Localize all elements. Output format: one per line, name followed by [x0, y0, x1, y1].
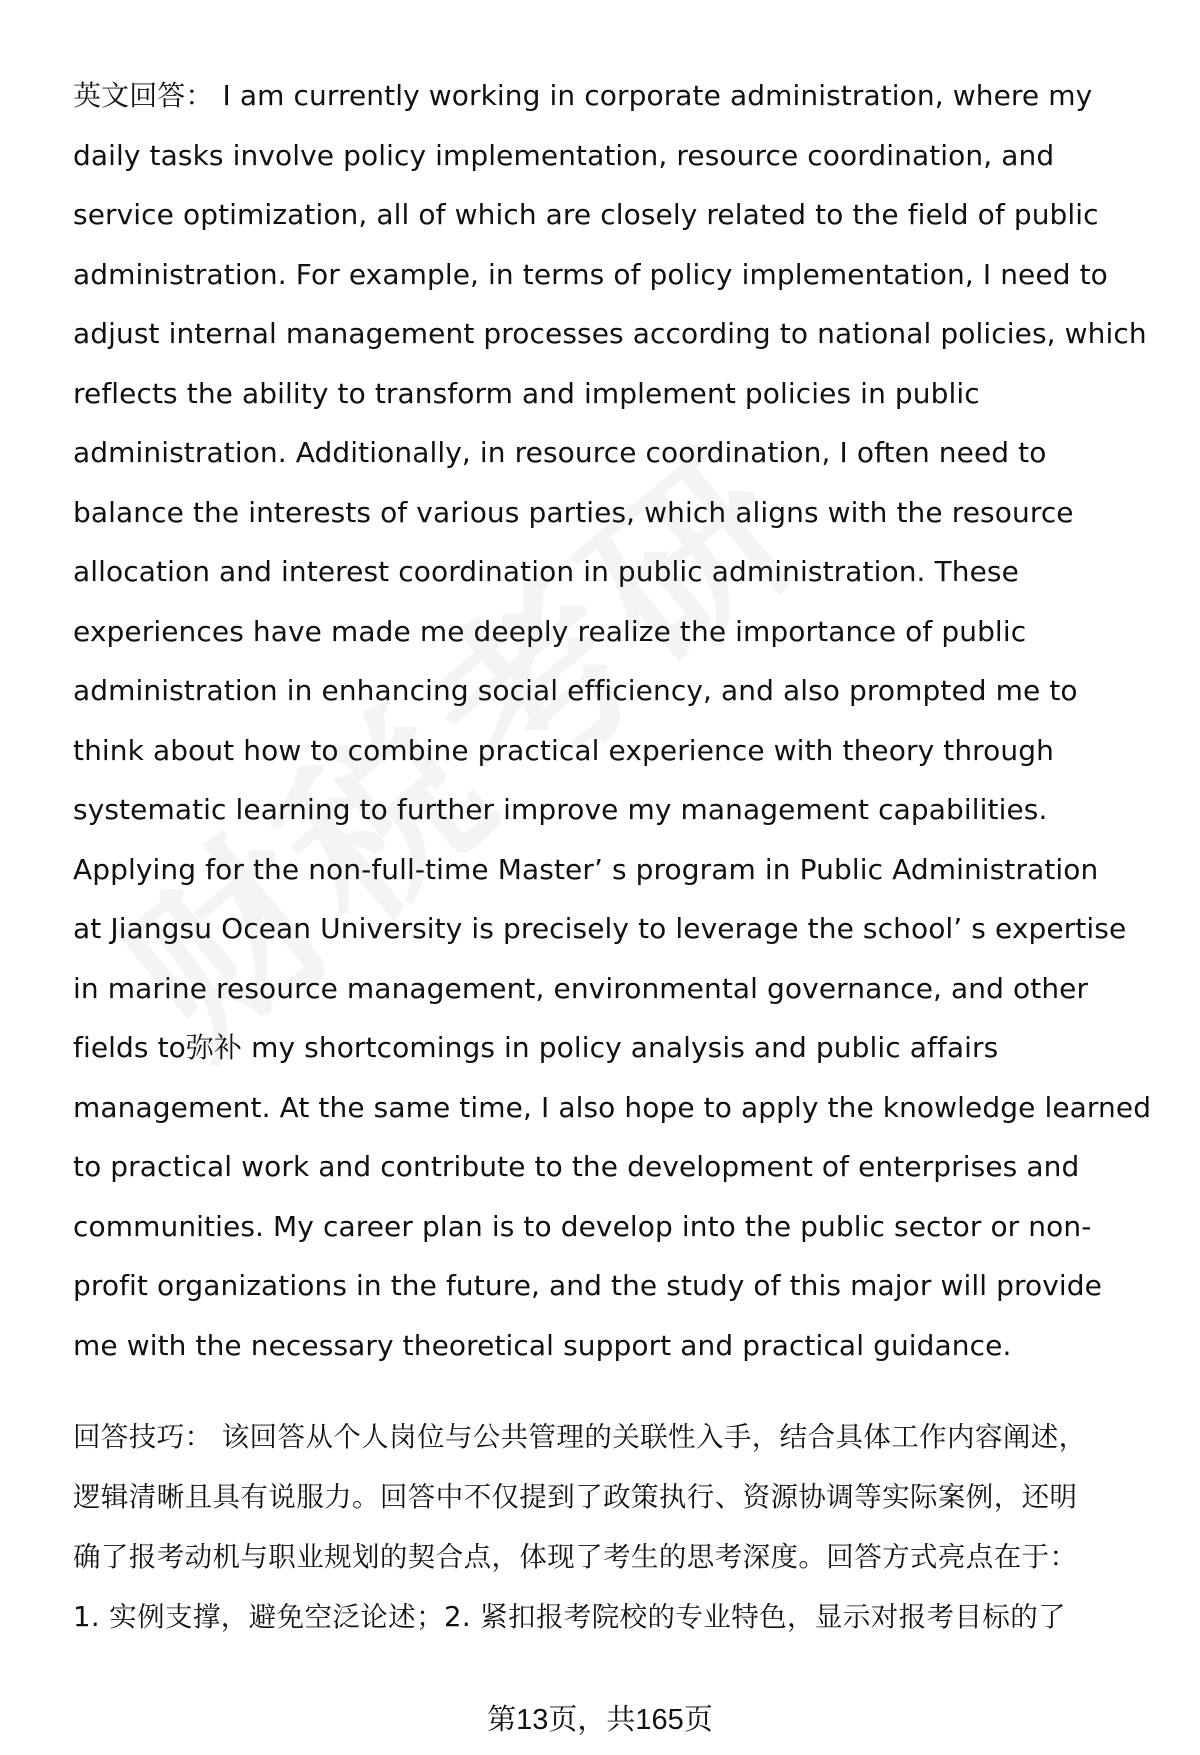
text-line: service optimization, all of which are closely related to the field of public [73, 198, 1099, 231]
text-line: reflects the ability to transform and implement policies in public [73, 376, 980, 410]
text-line: administration in enhancing social efficiency, and also prompted me to [73, 674, 1078, 707]
text-line: 逻辑清晰且具有说服力。回答中不仅提到了政策执行、资源协调等实际案例，还明 [73, 1481, 1078, 1513]
text-line [73, 66, 1153, 126]
text-line: 确了报考动机与职业规划的契合点，体现了考生的思考深度。回答方式亮点在于： [73, 1541, 1078, 1573]
text-line: administration. For example, in terms of policy implementation, I need to [73, 257, 1108, 291]
text-line: in marine resource management, environmental governance, and other [73, 971, 1089, 1005]
text-line: management. At the same time, I also hope to apply the knowledge learned [73, 1090, 1152, 1124]
text-line: think about how to combine practical experience with theory through [73, 733, 1054, 767]
answer-tips-section [73, 1407, 1153, 1647]
text-line: balance the interests of various parties, which aligns with the resource [73, 495, 1074, 529]
text-line: communities. My career plan is to develop into the public sector or non- [73, 1209, 1092, 1243]
text-line: me with the necessary theoretical support and practical guidance. [73, 1328, 1012, 1362]
page-indicator: 第13页，共165页 [487, 1704, 713, 1736]
answer-tips-label: 回答技巧： [73, 1421, 213, 1453]
english-answer-label: 英文回答： [73, 79, 214, 112]
text-line: allocation and interest coordination in public administration. These [73, 555, 1019, 588]
text-line: Applying for the non-full-time Master’ s program in Public Administration [73, 852, 1099, 886]
text-line: adjust internal management processes according to national policies, which [73, 317, 1147, 350]
text-line: profit organizations in the future, and the study of this major will provide [73, 1269, 1102, 1302]
text-line: 1. 实例支撑，避免空泛论述；2. 紧扣报考院校的专业特色，显示对报考目标的了 [73, 1601, 1067, 1633]
answer-tips-text: 该回答从个人岗位与公共管理的关联性入手，结合具体工作内容阐述， [212, 1421, 1087, 1453]
text-line: systematic learning to further improve my management capabilities. [73, 793, 1048, 826]
english-answer-text: I am currently working in corporate administration, where my [213, 79, 1093, 112]
text-line: at Jiangsu Ocean University is precisely to leverage the school’ s expertise [73, 912, 1127, 945]
english-answer-section [73, 66, 1153, 1375]
text-line: experiences have made me deeply realize the importance of public [73, 614, 1027, 648]
text-line: to practical work and contribute to the development of enterprises and [73, 1150, 1080, 1183]
text-line: administration. Additionally, in resource coordination, I often need to [73, 436, 1047, 469]
text-line: fields to弥补 my shortcomings in policy analysis and public affairs [73, 1031, 999, 1064]
document-page [73, 66, 1153, 1647]
text-line: daily tasks involve policy implementation, resource coordination, and [73, 138, 1055, 172]
text-line [73, 1407, 1153, 1467]
